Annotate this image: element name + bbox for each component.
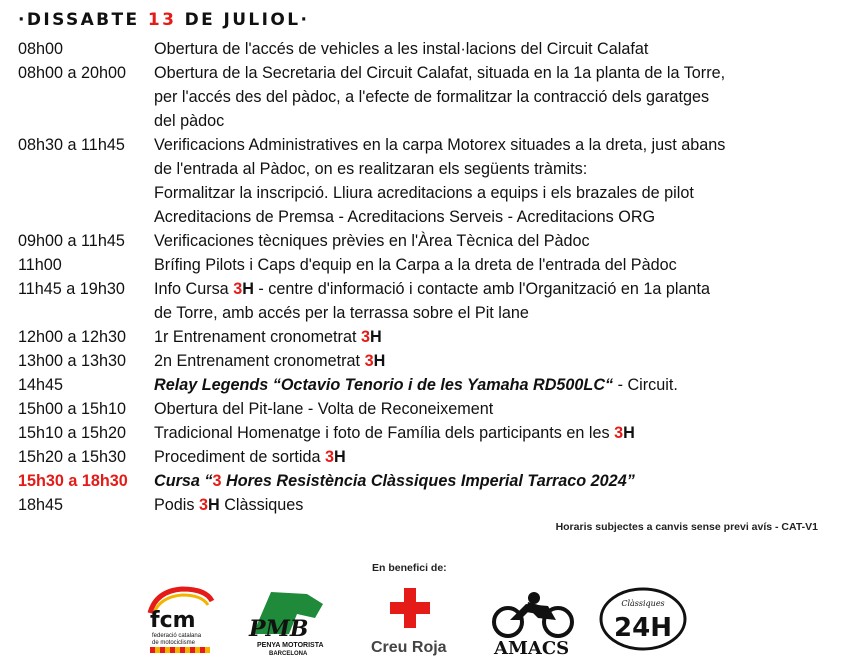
schedule-row: [18, 421, 828, 445]
description-segment: Procediment de sortida: [154, 448, 325, 466]
description-segment: Hores Resistència Clàssiques Imperial Tarraco 2024”: [221, 472, 635, 490]
schedule-description: [154, 469, 828, 493]
disclaimer-note: Horaris subjectes a canvis sense previ avís - CAT-V1: [555, 521, 818, 533]
schedule-description: [154, 325, 828, 349]
schedule-time: 11h45 a 19h30: [18, 280, 125, 298]
schedule-description: [154, 37, 828, 61]
classiques-24h-logo-top: Clàssiques: [621, 599, 665, 608]
description-segment: 3: [614, 424, 624, 442]
description-segment: Verificacions Administratives en la carpa Motorex situades a la dreta, just abans: [154, 136, 726, 154]
description-segment: 3: [324, 448, 334, 466]
schedule-row: [18, 253, 828, 277]
description-line: [154, 421, 828, 445]
schedule-description: [154, 133, 828, 229]
schedule-time: 11h00: [18, 256, 62, 274]
description-line: [154, 397, 828, 421]
title-day: 13: [147, 10, 177, 30]
description-segment: 3: [364, 352, 374, 370]
description-line: [154, 493, 828, 517]
description-line: [154, 277, 828, 301]
description-segment: Info Cursa: [154, 280, 234, 298]
schedule-time: 08h30 a 11h45: [18, 136, 125, 154]
schedule-time: 08h00 a 20h00: [18, 64, 127, 82]
description-segment: Clàssiques: [219, 496, 304, 514]
description-line: [154, 469, 828, 493]
description-line: [154, 205, 828, 229]
schedule-row: [18, 325, 828, 349]
amacs-logo-name: AMACS: [494, 638, 570, 658]
schedule-time: 18h45: [18, 496, 64, 514]
description-segment: H: [333, 448, 346, 466]
schedule-row: [18, 493, 828, 517]
description-line: [154, 181, 828, 205]
schedule-time: 15h20 a 15h30: [18, 448, 127, 466]
description-segment: Podis: [154, 496, 199, 514]
description-line: [154, 157, 828, 181]
schedule-time: 12h00 a 12h30: [18, 328, 127, 346]
schedule-row: [18, 277, 828, 325]
schedule-description: [154, 445, 828, 469]
description-segment: Formalitzar la inscripció. Lliura acreditacions a equips i els brazales de pilot: [154, 184, 694, 202]
schedule-description: [154, 349, 828, 373]
schedule-time: 15h10 a 15h20: [18, 424, 127, 442]
description-segment: 3: [360, 328, 370, 346]
description-segment: Brífing Pilots i Caps d'equip en la Carpa a la dreta de l'entrada del Pàdoc: [154, 256, 677, 274]
fcm-logo-name: fcm: [150, 608, 196, 633]
fcm-logo-subtitle-1: federació catalana: [152, 633, 202, 639]
classiques-24h-logo: [598, 586, 688, 652]
benefit-label: En benefici de:: [372, 562, 447, 574]
description-line: [154, 229, 828, 253]
schedule-row: [18, 469, 828, 493]
description-line: [154, 301, 828, 325]
schedule-time: 14h45: [18, 376, 64, 394]
description-segment: Verificaciones tècniques prèvies en l'Àrea Tècnica del Pàdoc: [154, 232, 590, 250]
schedule-list: [18, 37, 828, 517]
description-segment: Acreditacions de Premsa - Acreditacions Serveis - Acreditacions ORG: [154, 208, 656, 226]
classiques-24h-logo-main: 24H: [614, 613, 672, 643]
schedule-time: 09h00 a 11h45: [18, 232, 125, 250]
description-segment: H: [208, 496, 220, 514]
description-line: [154, 253, 828, 277]
fcm-logo: [146, 583, 218, 655]
pmb-logo-line2: BARCELONA: [269, 651, 308, 656]
schedule-row: [18, 445, 828, 469]
description-segment: 2n Entrenament cronometrat: [154, 352, 365, 370]
schedule-row: [18, 373, 828, 397]
description-segment: Tradicional Homenatge i foto de Família dels participants en les: [154, 424, 615, 442]
description-segment: - Circuit.: [613, 376, 678, 394]
description-line: [154, 349, 828, 373]
schedule-row: [18, 397, 828, 421]
svg-text:PMB: PMB: [249, 616, 309, 642]
schedule-row: [18, 61, 828, 133]
sponsor-logos: [0, 578, 842, 658]
description-segment: 3: [212, 472, 222, 490]
schedule-row: [18, 349, 828, 373]
pmb-logo-line1: PENYA MOTORISTA: [257, 642, 324, 649]
description-line: [154, 37, 828, 61]
title-suffix: DE JULIOL·: [176, 10, 310, 30]
description-segment: per l'accés des del pàdoc, a l'efecte de formalitzar la contracció dels garatges: [154, 88, 710, 106]
description-segment: H: [369, 328, 382, 346]
schedule-time: 08h00: [18, 40, 64, 58]
description-line: [154, 445, 828, 469]
description-segment: de Torre, amb accés per la terrassa sobre el Pit lane: [154, 304, 529, 322]
description-line: [154, 85, 828, 109]
description-segment: 3: [199, 496, 209, 514]
page-title: [18, 10, 309, 30]
description-segment: Cursa “: [154, 472, 213, 490]
description-segment: H: [373, 352, 386, 370]
schedule-row: [18, 229, 828, 253]
description-segment: H: [242, 280, 254, 298]
schedule-description: [154, 493, 828, 517]
creu-roja-logo-name: Creu Roja: [371, 639, 447, 656]
schedule-time: 13h00 a 13h30: [18, 352, 127, 370]
description-segment: 1r Entrenament cronometrat: [154, 328, 361, 346]
description-segment: Obertura de l'accés de vehicles a les instal·lacions del Circuit Calafat: [154, 40, 649, 58]
creu-roja-logo: [366, 584, 462, 656]
schedule-row: [18, 37, 828, 61]
description-segment: Obertura de la Secretaria del Circuit Calafat, situada en la 1a planta de la Torre,: [154, 64, 726, 82]
amacs-logo: [490, 584, 580, 658]
schedule-time: 15h00 a 15h10: [18, 400, 127, 418]
description-segment: de l'entrada al Pàdoc, on es realitzaran els següents tràmits:: [154, 160, 588, 178]
fcm-logo-subtitle-2: de motociclisme: [152, 640, 196, 646]
description-line: [154, 61, 828, 85]
description-line: [154, 373, 828, 397]
schedule-row: [18, 133, 828, 229]
description-segment: Relay Legends “Octavio Tenorio i de les Yamaha RD500LC“: [154, 376, 614, 394]
description-segment: - centre d'informació i contacte amb l'Organització en 1a planta: [253, 280, 710, 298]
schedule-description: [154, 397, 828, 421]
description-segment: 3: [233, 280, 243, 298]
description-line: [154, 133, 828, 157]
description-segment: Obertura del Pit-lane - Volta de Reconeixement: [154, 400, 494, 418]
schedule-description: [154, 229, 828, 253]
description-segment: H: [623, 424, 635, 442]
description-line: [154, 109, 828, 133]
schedule-description: [154, 421, 828, 445]
pmb-logo: [243, 584, 339, 656]
schedule-description: [154, 253, 828, 277]
title-prefix: ·DISSABTE: [18, 10, 148, 30]
schedule-description: [154, 277, 828, 325]
schedule-time: 15h30 a 18h30: [18, 472, 128, 490]
schedule-description: [154, 61, 828, 133]
description-line: [154, 325, 828, 349]
schedule-description: [154, 373, 828, 397]
description-segment: del pàdoc: [154, 112, 225, 130]
